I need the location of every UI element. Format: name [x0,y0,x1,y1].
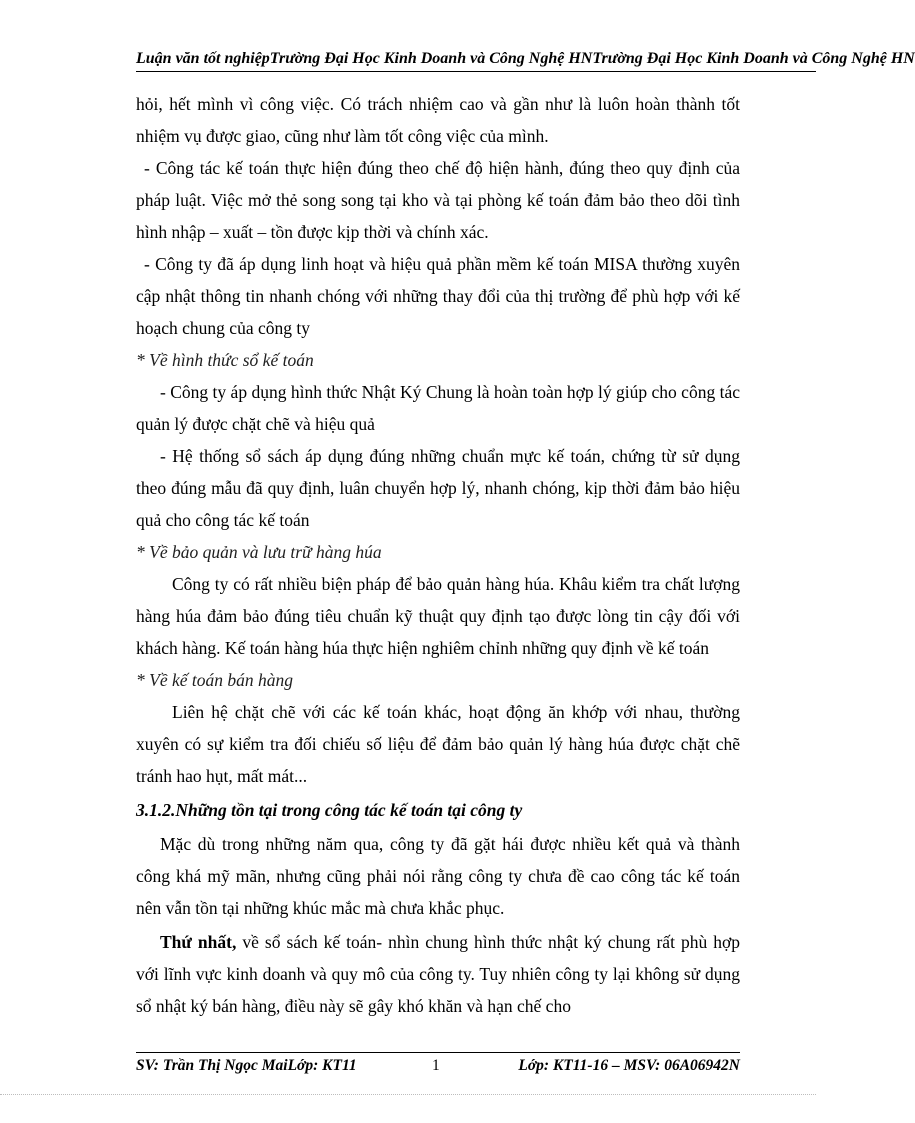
page-edge-divider [0,1094,816,1095]
paragraph-6: Công ty có rất nhiều biện pháp để bảo quản hàng húa. Khâu kiểm tra chất lượng hàng húa đảm bảo đúng tiêu chuẩn kỹ thuật quy định tạo được lòng tin cậy đối với khách hàng. Kế toán hàng húa thực hiện nghiêm chỉnh những quy định về kế toán [136,574,740,658]
footer-rule [136,1052,740,1053]
header-rule [136,71,816,72]
paragraph-9-lead: Thứ nhất, [160,932,237,952]
page-header: Luận văn tốt nghiệpTrường Đại Học Kinh Doanh và Công Nghệ HNTrường Đại Học Kinh Doanh và Công Nghệ HN [136,50,915,67]
subheading-sales-accounting: * Về kế toán bán hàng [136,670,293,690]
paragraph-9-text: về sổ sách kế toán- nhìn chung hình thức nhật ký chung rất phù hợp với lĩnh vực kinh doanh và quy mô của công ty. Tuy nhiên công ty lại không sử dụng sổ nhật ký bán hàng, điều này sẽ gây khó khăn và hạn chế cho [136,932,740,1016]
document-body [136,88,740,1022]
paragraph-1: hỏi, hết mình vì công việc. Có trách nhiệm cao và gần như là luôn hoàn thành tốt nhiệm vụ được giao, cũng như làm tốt công việc của mình. [136,94,740,146]
page-footer [136,1054,740,1078]
subheading-goods-storage: * Về bảo quản và lưu trữ hàng húa [136,542,382,562]
paragraph-4: - Công ty áp dụng hình thức Nhật Ký Chung là hoàn toàn hợp lý giúp cho công tác quản lý được chặt chẽ và hiệu quả [136,382,740,434]
footer-class-info: Lớp: KT11-16 – MSV: 06A06942N [518,1057,740,1074]
paragraph-5: - Hệ thống sổ sách áp dụng đúng những chuẩn mực kế toán, chứng từ sử dụng theo đúng mẫu đã quy định, luân chuyển hợp lý, nhanh chóng, kịp thời đảm bảo hiệu quả cho công tác kế toán [136,446,740,530]
footer-student-info: SV: Trần Thị Ngọc MaiLớp: KT11 [136,1057,357,1074]
section-heading: 3.1.2.Những tồn tại trong công tác kế toán tại công ty [136,800,523,820]
subheading-accounting-books: * Về hình thức sổ kế toán [136,350,314,370]
paragraph-2: - Công tác kế toán thực hiện đúng theo chế độ hiện hành, đúng theo quy định của pháp luật. Việc mở thẻ song song tại kho và tại phòng kế toán đảm bảo theo dõi tình hình nhập – xuất – tồn được kịp thời và chính xác. [136,158,740,242]
paragraph-8: Mặc dù trong những năm qua, công ty đã gặt hái được nhiều kết quả và thành công khá mỹ mãn, nhưng cũng phải nói rằng công ty chưa đề cao công tác kế toán nên vẫn tồn tại những khúc mắc mà chưa khắc phục. [136,834,740,918]
paragraph-9 [136,926,740,1022]
page-number: 1 [432,1057,440,1074]
paragraph-7: Liên hệ chặt chẽ với các kế toán khác, hoạt động ăn khớp với nhau, thường xuyên có sự kiểm tra đối chiếu số liệu để đảm bảo quản lý hàng húa được chặt chẽ tránh hao hụt, mất mát... [136,702,740,786]
paragraph-3: - Công ty đã áp dụng linh hoạt và hiệu quả phần mềm kế toán MISA thường xuyên cập nhật thông tin nhanh chóng với những thay đổi của thị trường để phù hợp với kế hoạch chung của công ty [136,254,740,338]
